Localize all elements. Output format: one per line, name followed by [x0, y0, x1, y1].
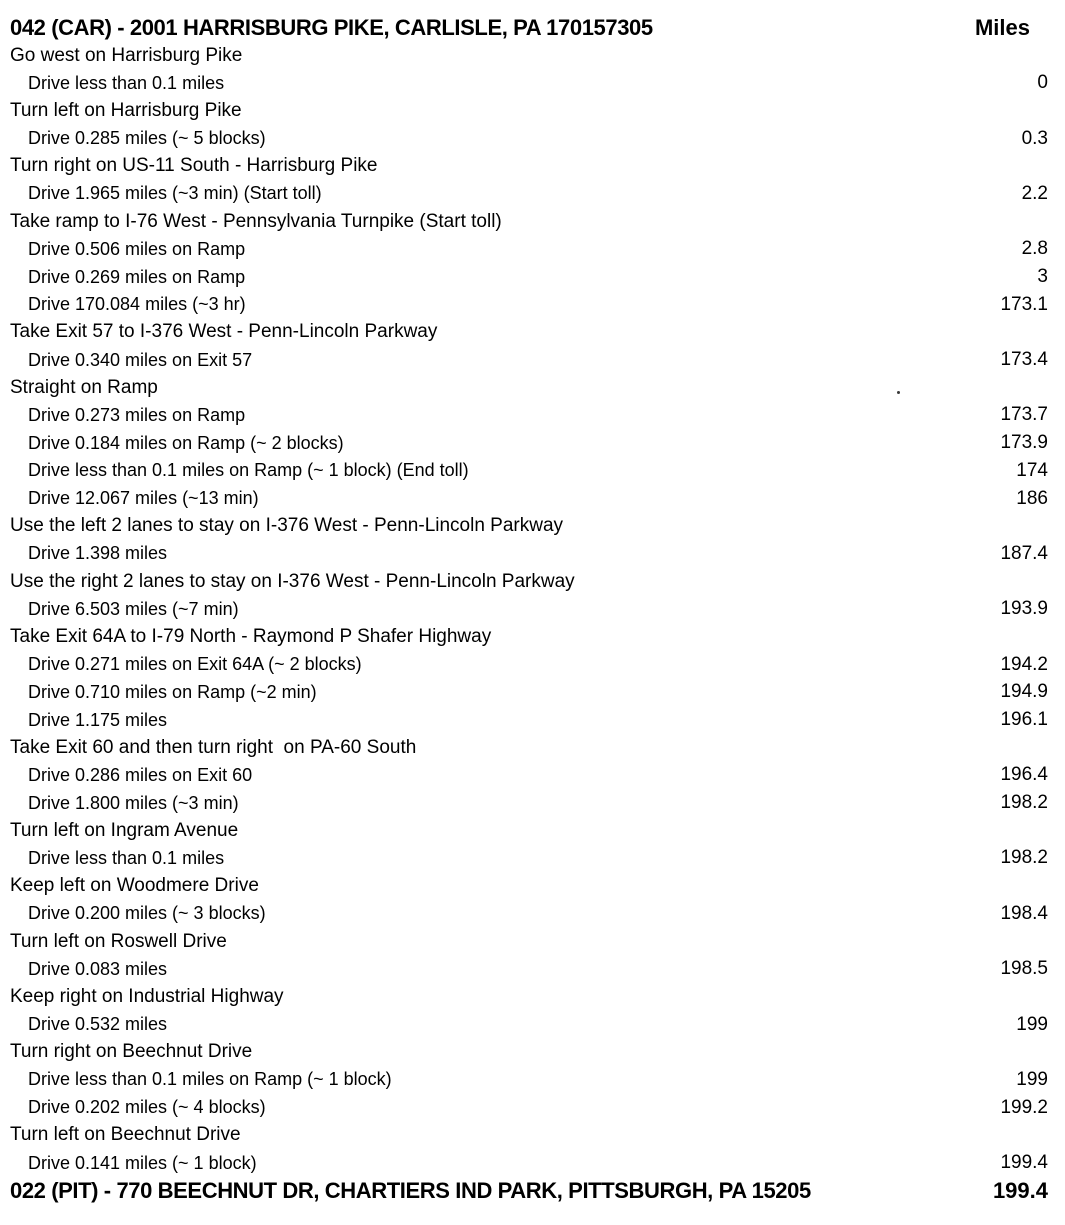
step-miles-value: 173.1 [1000, 293, 1048, 315]
instruction-row [0, 152, 1065, 180]
detail-row [0, 457, 1065, 485]
origin-title: 042 (CAR) - 2001 HARRISBURG PIKE, CARLISLE, PA 170157305 [10, 14, 653, 40]
detail-row [0, 402, 1065, 430]
step-instruction-text: Use the right 2 lanes to stay on I-376 West - Penn-Lincoln Parkway [10, 570, 575, 592]
step-instruction-text: Take Exit 60 and then turn right on PA-60 South [10, 736, 417, 758]
step-miles-value: 2.8 [1021, 238, 1048, 260]
step-detail-text: Drive 1.965 miles (~3 min) (Start toll) [28, 183, 322, 204]
step-detail-text: Drive 0.141 miles (~ 1 block) [28, 1152, 257, 1173]
instruction-row [0, 568, 1065, 596]
step-miles-value: 173.4 [1000, 349, 1048, 371]
step-detail-text: Drive 1.800 miles (~3 min) [28, 792, 239, 813]
detail-row [0, 540, 1065, 568]
instruction-row [0, 1122, 1065, 1150]
step-instruction-text: Turn right on US-11 South - Harrisburg Pike [10, 155, 378, 177]
detail-row [0, 762, 1065, 790]
destination-total-miles: 199.4 [992, 1177, 1048, 1203]
detail-row [0, 125, 1065, 153]
detail-row [0, 789, 1065, 817]
step-miles-value: 194.2 [1000, 653, 1048, 675]
instruction-row [0, 872, 1065, 900]
step-detail-text: Drive 6.503 miles (~7 min) [28, 598, 239, 619]
step-instruction-text: Keep left on Woodmere Drive [10, 875, 259, 897]
step-detail-text: Drive 0.532 miles [28, 1014, 168, 1035]
step-detail-text: Drive 0.285 miles (~ 5 blocks) [28, 128, 266, 149]
step-miles-value: 0.3 [1021, 127, 1048, 149]
step-miles-value: 199.4 [1000, 1152, 1048, 1174]
instruction-row [0, 983, 1065, 1011]
detail-row [0, 1149, 1065, 1177]
step-instruction-text: Turn left on Harrisburg Pike [10, 99, 242, 121]
step-miles-value: 196.4 [1000, 764, 1048, 786]
step-miles-value: 2.2 [1021, 182, 1048, 204]
instruction-row [0, 928, 1065, 956]
detail-row [0, 845, 1065, 873]
instruction-row [0, 734, 1065, 762]
step-miles-value: 0 [1037, 72, 1048, 94]
detail-row [0, 1011, 1065, 1039]
detail-row [0, 180, 1065, 208]
detail-row [0, 679, 1065, 707]
detail-row [0, 346, 1065, 374]
step-detail-text: Drive 0.269 miles on Ramp [28, 266, 246, 287]
step-detail-text: Drive less than 0.1 miles on Ramp (~ 1 block) [28, 1069, 392, 1090]
detail-row [0, 291, 1065, 319]
step-detail-text: Drive 0.340 miles on Exit 57 [28, 349, 253, 370]
step-detail-text: Drive 0.286 miles on Exit 60 [28, 764, 253, 785]
instruction-row [0, 42, 1065, 70]
step-instruction-text: Go west on Harrisburg Pike [10, 44, 243, 66]
instruction-row [0, 623, 1065, 651]
miles-column-header: Miles [974, 14, 1030, 40]
step-miles-value: 187.4 [1000, 542, 1048, 564]
step-detail-text: Drive 0.273 miles on Ramp [28, 404, 246, 425]
detail-row [0, 1094, 1065, 1122]
step-miles-value: 193.9 [1000, 598, 1048, 620]
step-detail-text: Drive 0.083 miles [28, 958, 168, 979]
detail-row [0, 955, 1065, 983]
step-instruction-text: Turn left on Beechnut Drive [10, 1124, 241, 1146]
step-detail-text: Drive 0.200 miles (~ 3 blocks) [28, 903, 266, 924]
step-instruction-text: Turn left on Ingram Avenue [10, 819, 239, 841]
step-detail-text: Drive 12.067 miles (~13 min) [28, 488, 259, 509]
step-miles-value: 198.2 [1000, 792, 1048, 814]
detail-row [0, 706, 1065, 734]
detail-row [0, 236, 1065, 264]
detail-row [0, 900, 1065, 928]
step-miles-value: 194.9 [1000, 681, 1048, 703]
step-instruction-text: Turn left on Roswell Drive [10, 930, 227, 952]
step-instruction-text: Keep right on Industrial Highway [10, 985, 284, 1007]
step-detail-text: Drive 0.506 miles on Ramp [28, 238, 246, 259]
step-miles-value: 199 [1016, 1068, 1048, 1090]
step-miles-value: 198.4 [1000, 902, 1048, 924]
step-miles-value: 174 [1016, 459, 1048, 481]
destination-title: 022 (PIT) - 770 BEECHNUT DR, CHARTIERS IND PARK, PITTSBURGH, PA 15205 [10, 1177, 811, 1203]
step-detail-text: Drive 0.710 miles on Ramp (~2 min) [28, 681, 317, 702]
instruction-row [0, 208, 1065, 236]
instruction-row [0, 319, 1065, 347]
step-instruction-text: Take ramp to I-76 West - Pennsylvania Turnpike (Start toll) [10, 210, 502, 232]
step-detail-text: Drive less than 0.1 miles [28, 72, 225, 93]
step-miles-value: 199.2 [1000, 1096, 1048, 1118]
step-miles-value: 3 [1037, 266, 1048, 288]
instruction-row [0, 374, 1065, 402]
instruction-row [0, 1038, 1065, 1066]
step-detail-text: Drive 0.271 miles on Exit 64A (~ 2 blocks) [28, 654, 362, 675]
instruction-row [0, 817, 1065, 845]
scan-artifact-dot [897, 391, 900, 394]
step-miles-value: 198.5 [1000, 958, 1048, 980]
step-miles-value: 173.7 [1000, 404, 1048, 426]
detail-row [0, 485, 1065, 513]
step-detail-text: Drive less than 0.1 miles [28, 847, 225, 868]
step-detail-text: Drive less than 0.1 miles on Ramp (~ 1 block) (End toll) [28, 460, 469, 481]
step-miles-value: 196.1 [1000, 709, 1048, 731]
step-instruction-text: Take Exit 64A to I-79 North - Raymond P Shafer Highway [10, 625, 492, 647]
detail-row [0, 69, 1065, 97]
step-instruction-text: Use the left 2 lanes to stay on I-376 West - Penn-Lincoln Parkway [10, 515, 564, 537]
step-detail-text: Drive 0.184 miles on Ramp (~ 2 blocks) [28, 432, 344, 453]
detail-row [0, 595, 1065, 623]
step-detail-text: Drive 170.084 miles (~3 hr) [28, 294, 246, 315]
step-instruction-text: Turn right on Beechnut Drive [10, 1041, 253, 1063]
step-miles-value: 186 [1016, 487, 1048, 509]
step-miles-value: 173.9 [1000, 432, 1048, 454]
detail-row [0, 429, 1065, 457]
step-instruction-text: Straight on Ramp [10, 376, 158, 398]
step-detail-text: Drive 0.202 miles (~ 4 blocks) [28, 1097, 266, 1118]
instruction-row [0, 97, 1065, 125]
step-miles-value: 198.2 [1000, 847, 1048, 869]
detail-row [0, 651, 1065, 679]
detail-row [0, 263, 1065, 291]
step-detail-text: Drive 1.398 miles [28, 543, 168, 564]
detail-row [0, 1066, 1065, 1094]
step-miles-value: 199 [1016, 1013, 1048, 1035]
instruction-row [0, 512, 1065, 540]
directions-list [0, 42, 1065, 1177]
route-footer-row [0, 1177, 1065, 1205]
step-instruction-text: Take Exit 57 to I-376 West - Penn-Lincoln Parkway [10, 321, 438, 343]
step-detail-text: Drive 1.175 miles [28, 709, 168, 730]
route-header-row [0, 14, 1065, 42]
